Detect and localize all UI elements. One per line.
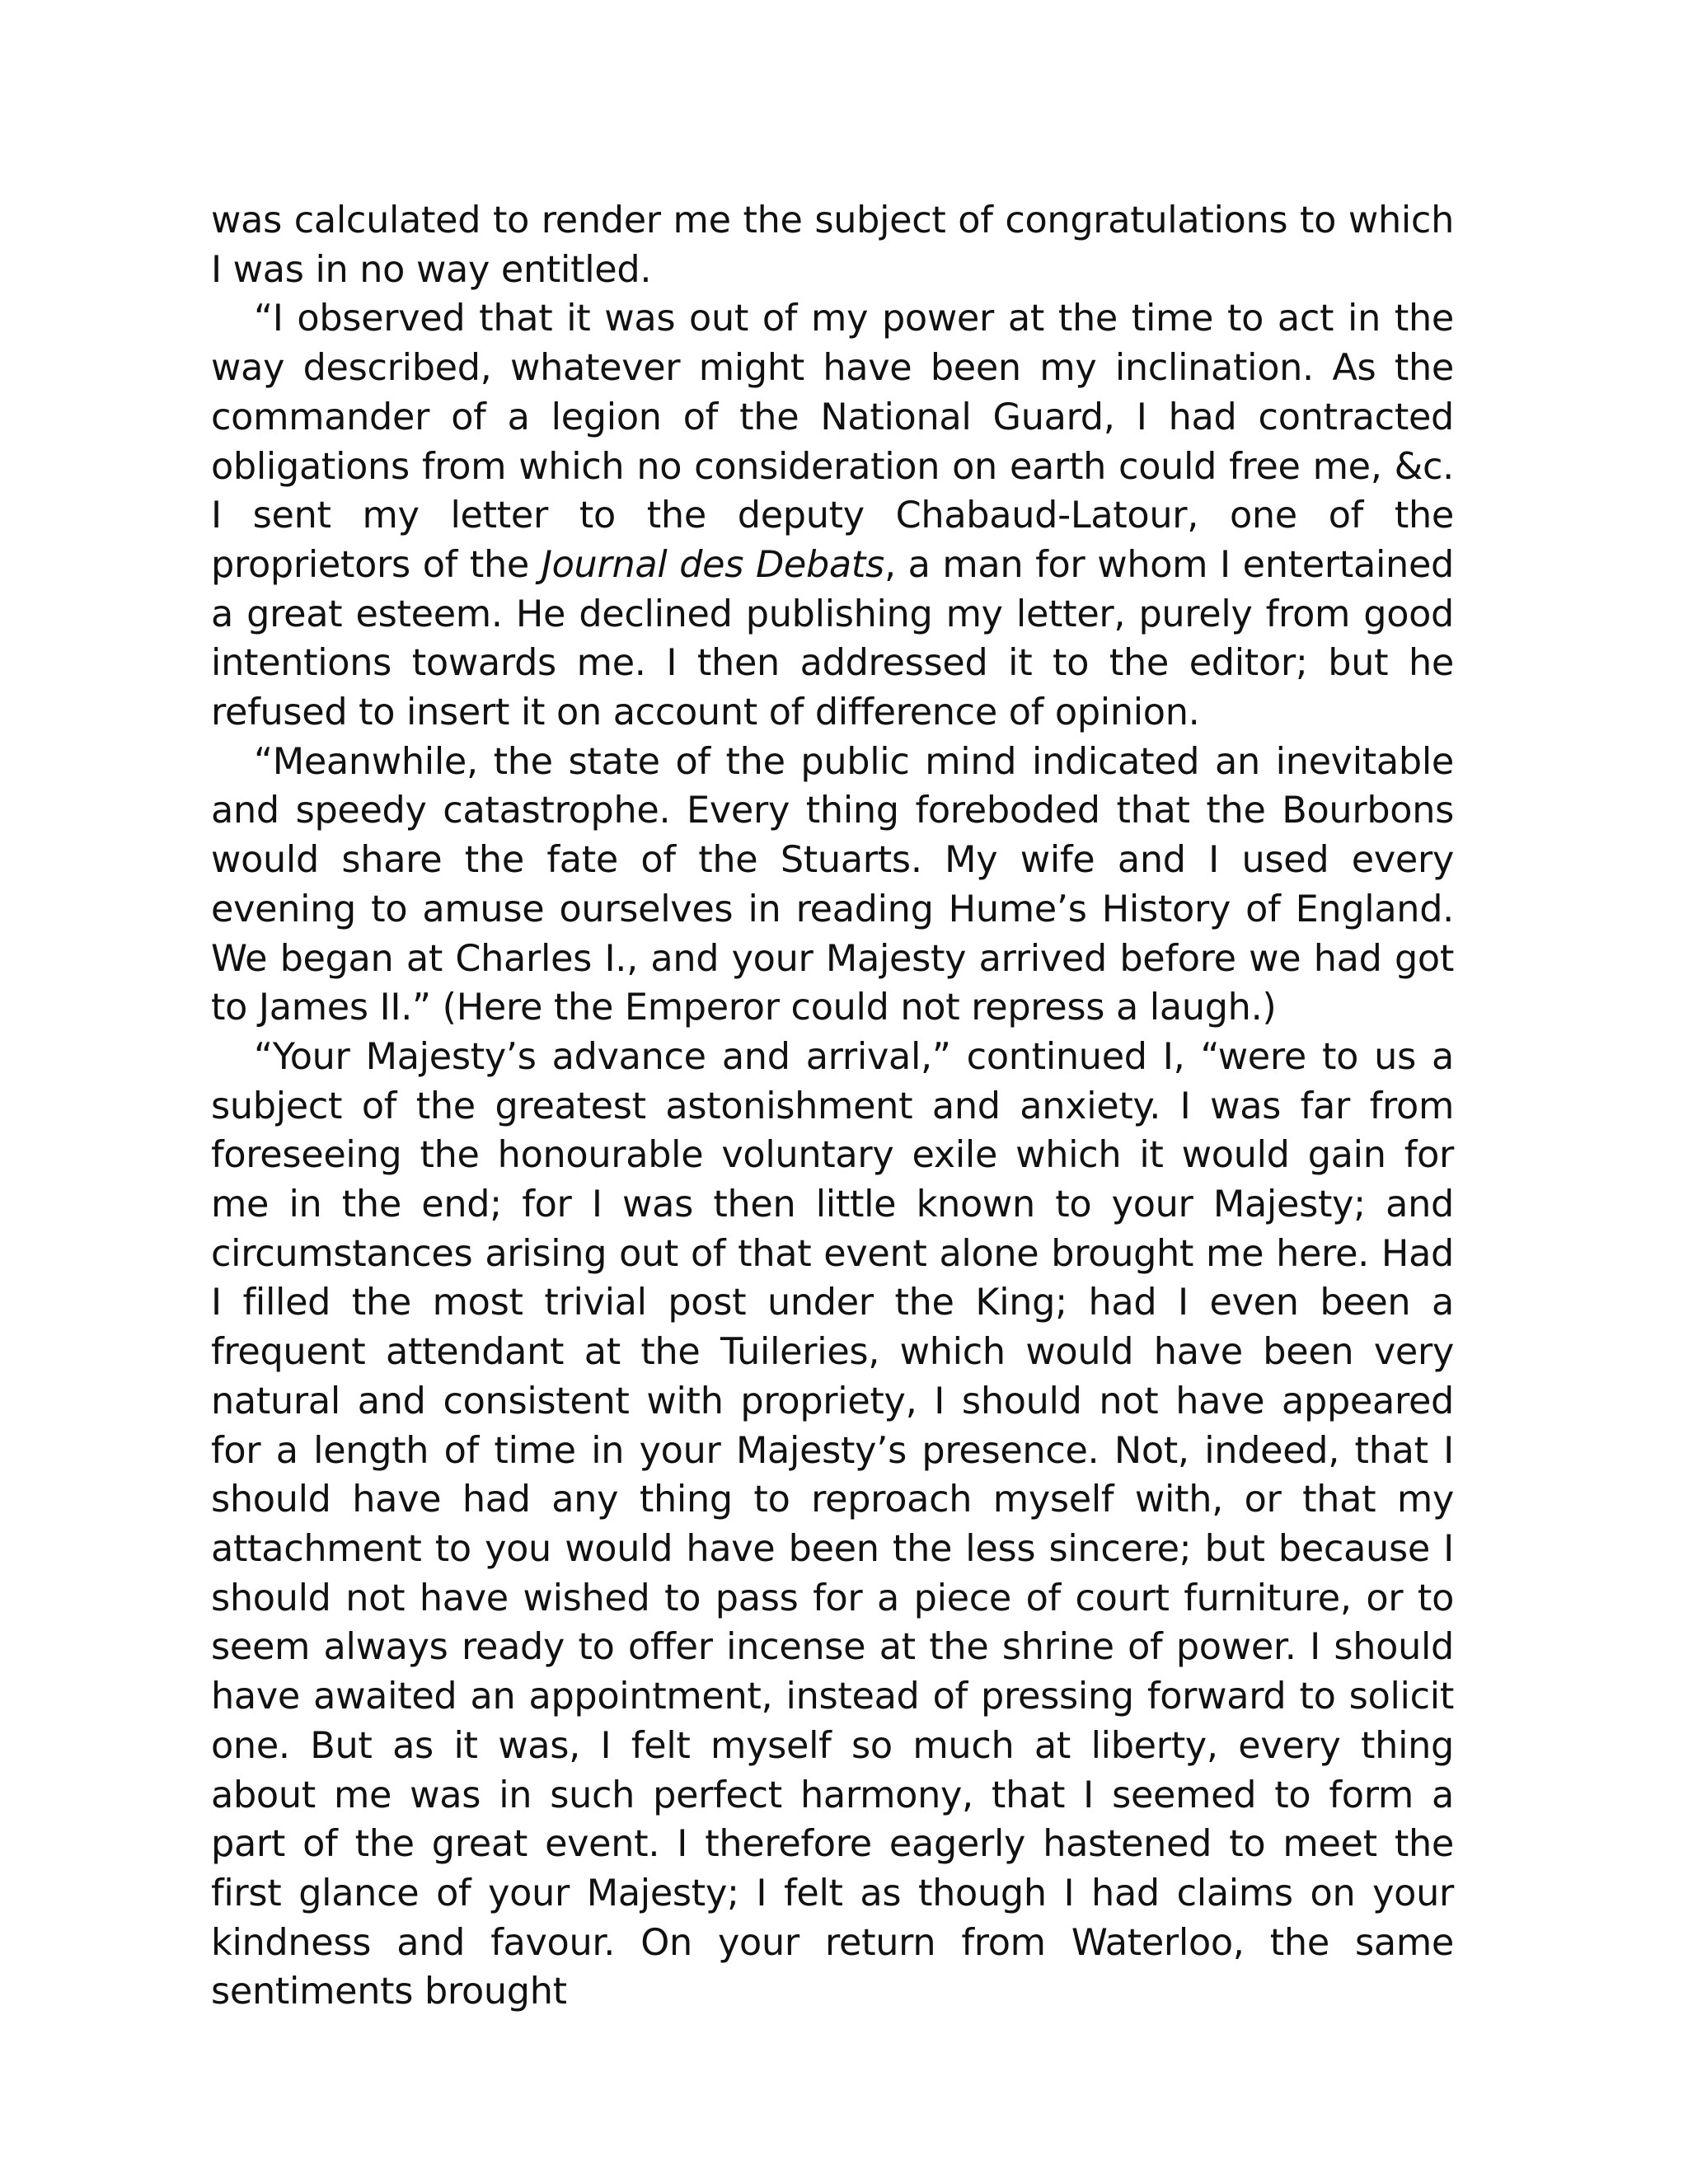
paragraph-2-text-before: “I observed that it was out of my power at the time to act in the way described, whatever might have been my inclination. As the commander of a legion of the National Guard, I had contracted obligations from which no consideration on earth could free me, &c. I sent my letter to the deputy Chabaud-Latour, one of the proprietors of the xyxy=(211,298,1454,586)
book-page xyxy=(211,196,1454,2017)
paragraph-2-text-after: , a man for whom I entertained a great esteem. He declined publishing my letter, purely from good intentions towards me. I then addressed it to the editor; but he refused to insert it on account of difference of opinion. xyxy=(211,543,1454,734)
paragraph-4: “Your Majesty’s advance and arrival,” continued I, “were to us a subject of the greatest astonishment and anxiety. I was far from foreseeing the honourable voluntary exile which it would gain for me in the end; for I was then little known to your Majesty; and circumstances arising out of that event alone brought me here. Had I filled the most trivial post under the King; had I even been a frequent attendant at the Tuileries, which would have been very natural and consistent with propriety, I should not have appeared for a length of time in your Majesty’s presence. Not, indeed, that I should have had any thing to reproach myself with, or that my attachment to you would have been the less sincere; but because I should not have wished to pass for a piece of court furniture, or to seem always ready to offer incense at the shrine of power. I should have awaited an appointment, instead of pressing forward to solicit one. But as it was, I felt myself so much at liberty, every thing about me was in such perfect harmony, that I seemed to form a part of the great event. I therefore eagerly hastened to meet the first glance of your Majesty; I felt as though I had claims on your kindness and favour. On your return from Waterloo, the same sentiments brought xyxy=(211,1035,1454,2013)
paragraph-2 xyxy=(211,294,1454,737)
paragraph-3: “Meanwhile, the state of the public mind indicated an inevitable and speedy catastrophe. Every thing foreboded that the Bourbons would share the fate of the Stuarts. My wife and I used every evening to amuse ourselves in reading Hume’s History of England. We began at Charles I., and your Majesty arrived before we had got to James II.” (Here the Emperor could not repress a laugh.) xyxy=(211,740,1454,1029)
paragraph-1: was calculated to render me the subject of congratulations to which I was in no way entitled. xyxy=(211,199,1454,291)
journal-title-italic: Journal des Debats xyxy=(541,543,884,586)
